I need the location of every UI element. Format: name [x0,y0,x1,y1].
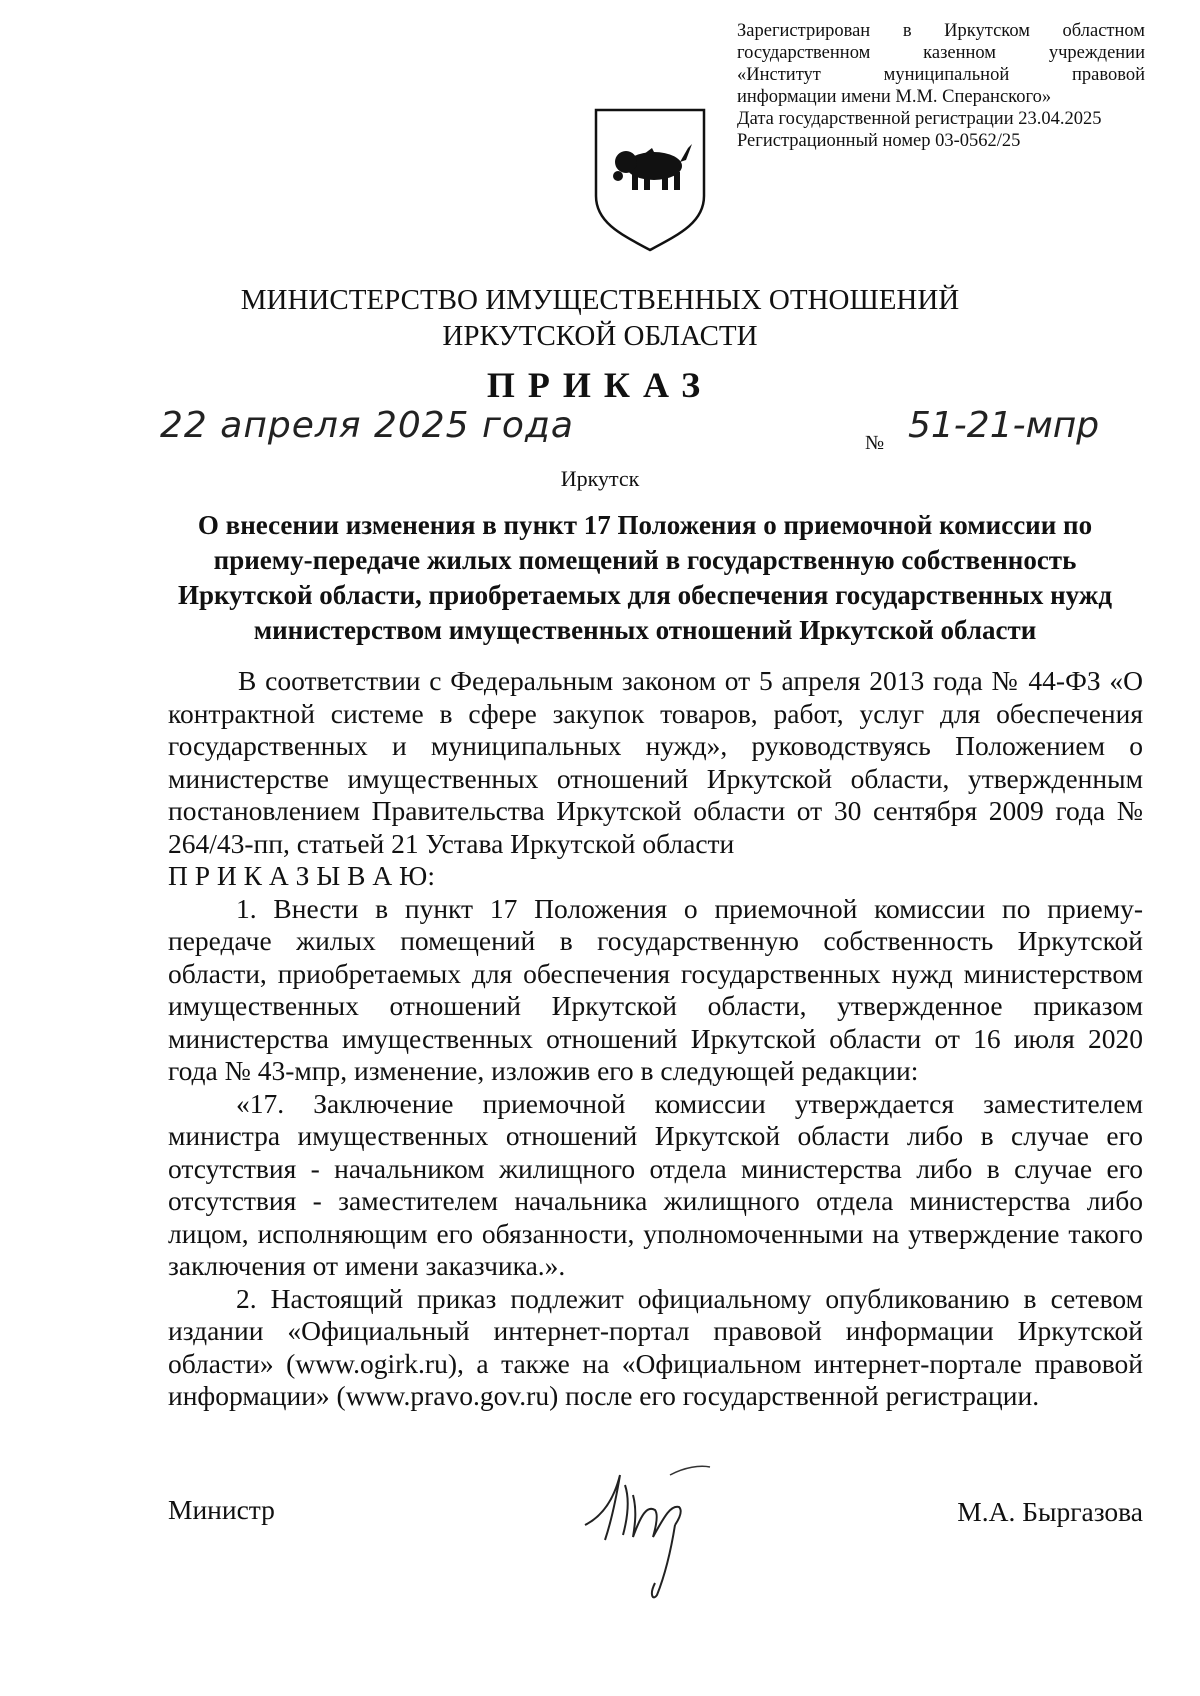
handwritten-number: 51-21-мпр [908,405,1100,446]
order-word: П Р И К А З Ы В А Ю: [168,860,435,891]
ministry-line: ИРКУТСКОЙ ОБЛАСТИ [442,320,758,352]
item-1-quote-paragraph: «17. Заключение приемочной комиссии утверждается заместителем министра имущественных отношений Иркутской области либо в случае его отсутствия - начальником жилищного отдела министерства либо в случае его отсутствия - заместителем начальника жилищного отдела министерства либо лицом, исполняющим его обязанности, уполномоченными на утверждение такого заключения от имени заказчика.». [168,1087,1143,1281]
preamble-paragraph: В соответствии с Федеральным законом от 5 апреля 2013 года № 44-ФЗ «О контрактной системе в сфере закупок товаров, работ, услуг для обеспечения государственных и муниципальных нужд», руководствуясь Положением о министерстве имущественных отношений Иркутской области, утвержденным постановлением Правительства Иркутской области от 30 сентября 2009 года № 264/43-пп, статьей 21 Устава Иркутской области [168,665,1143,859]
registration-line: информации имени М.М. Сперанского» [737,87,1052,107]
signer-position: Министр [168,1494,275,1525]
registration-date: Дата государственной регистрации 23.04.2025 [737,109,1102,129]
city: Иркутск [560,466,640,491]
number-sign: № [865,432,885,454]
handwritten-signature-icon [575,1455,745,1605]
registration-line: «Институт муниципальной правовой [737,65,1145,85]
coat-of-arms-icon [588,104,712,254]
ministry-line: МИНИСТЕРСТВО ИМУЩЕСТВЕННЫХ ОТНОШЕНИЙ [240,284,960,316]
registration-number: Регистрационный номер 03-0562/25 [737,131,1021,151]
registration-line: государственном казенном учреждении [737,43,1145,63]
document-type: ПРИКАЗ [486,365,714,405]
registration-line: Зарегистрирован в Иркутском областном [737,21,1145,41]
document-title: О внесении изменения в пункт 17 Положения о приемочной комиссии по приему-передаче жилых помещений в государственную собственность Иркутской области, приобретаемых для обеспечения государственных нужд министерством имущественных отношений Иркутской области [177,510,1113,645]
item-2-paragraph: 2. Настоящий приказ подлежит официальному опубликованию в сетевом издании «Официальный интернет-портал правовой информации Иркутской области» (www.ogirk.ru), а также на «Официальном интернет-портале правовой информации» (www.pravo.gov.ru) после его государственной регистрации. [168,1282,1143,1411]
registration-stamp [737,20,1145,152]
document-body [168,665,1143,1413]
ministry-name [0,282,1200,354]
handwritten-date: 22 апреля 2025 года [160,405,574,446]
signer-name: М.А. Быргазова [957,1496,1143,1527]
item-1-paragraph: 1. Внести в пункт 17 Положения о приемочной комиссии по приему-передаче жилых помещений в государственную собственность Иркутской области, приобретаемых для обеспечения государственных нужд министерством имущественных отношений Иркутской области, утвержденное приказом министерства имущественных отношений Иркутской области от 16 июля 2020 года № 43-мпр, изменение, изложив его в следующей редакции: [168,892,1143,1086]
